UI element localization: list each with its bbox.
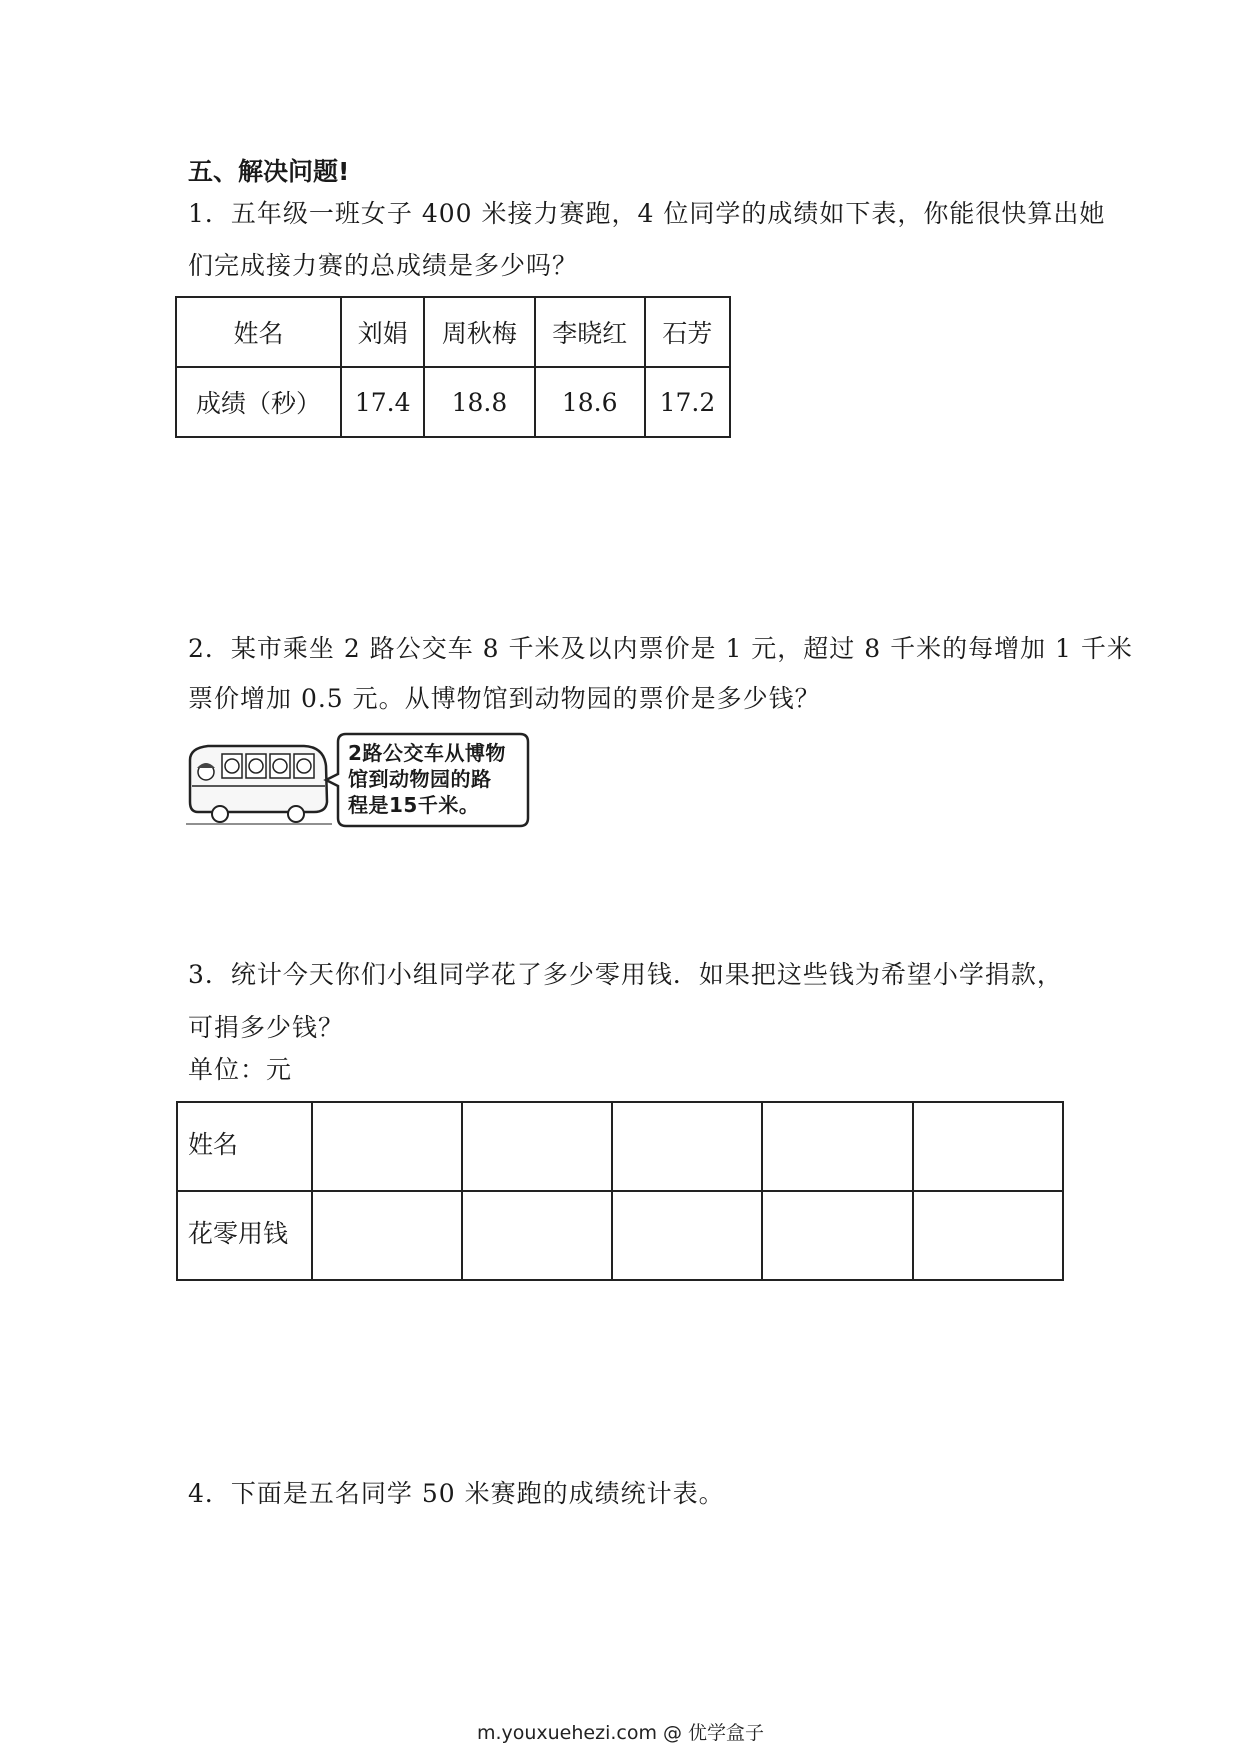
q3-row1-label: 姓名	[177, 1102, 312, 1191]
bubble-line3: 程是15千米。	[348, 793, 480, 817]
q3-blank-cell[interactable]	[762, 1191, 912, 1280]
q1-score-cell: 18.6	[535, 367, 645, 437]
q3-text-line1: 3．统计今天你们小组同学花了多少零用钱．如果把这些钱为希望小学捐款，	[188, 960, 1063, 989]
q3-blank-cell[interactable]	[312, 1102, 462, 1191]
q3-name-row	[177, 1102, 1063, 1191]
q1-header-label: 姓名	[176, 297, 341, 367]
q1-score-cell: 18.8	[424, 367, 534, 437]
q3-blank-cell[interactable]	[913, 1191, 1063, 1280]
q1-name-cell: 石芳	[645, 297, 730, 367]
q3-unit: 单位：元	[188, 1055, 293, 1084]
q1-score-cell: 17.4	[341, 367, 424, 437]
q3-blank-cell[interactable]	[462, 1102, 612, 1191]
q1-score-row	[176, 367, 730, 437]
q3-row2-label: 花零用钱	[177, 1191, 312, 1280]
bubble-line1: 2路公交车从博物	[348, 741, 506, 765]
q1-name-cell: 周秋梅	[424, 297, 534, 367]
q1-name-cell: 刘娟	[341, 297, 424, 367]
q2-text-line1: 2．某市乘坐 2 路公交车 8 千米及以内票价是 1 元，超过 8 千米的每增加 1 千米	[188, 634, 1133, 663]
q3-text-line2: 可捐多少钱？	[188, 1013, 345, 1042]
q3-blank-cell[interactable]	[612, 1191, 762, 1280]
bubble-line2: 馆到动物园的路	[348, 767, 492, 791]
q1-text-line1: 1．五年级一班女子 400 米接力赛跑，4 位同学的成绩如下表，你能很快算出她	[188, 199, 1106, 228]
q1-score-cell: 17.2	[645, 367, 730, 437]
q1-row-label: 成绩（秒）	[176, 367, 341, 437]
q3-blank-cell[interactable]	[312, 1191, 462, 1280]
bus-illustration	[186, 730, 531, 834]
q1-header-row	[176, 297, 730, 367]
q3-money-row	[177, 1191, 1063, 1280]
q1-score-table	[175, 296, 731, 438]
q2-text-line2: 票价增加 0.5 元。从博物馆到动物园的票价是多少钱？	[188, 684, 821, 713]
q4-text-line1: 4．下面是五名同学 50 米赛跑的成绩统计表。	[188, 1479, 725, 1508]
q1-name-cell: 李晓红	[535, 297, 645, 367]
q3-blank-cell[interactable]	[762, 1102, 912, 1191]
footer-watermark: m.youxuehezi.com @ 优学盒子	[476, 1722, 765, 1744]
q3-blank-cell[interactable]	[913, 1102, 1063, 1191]
q3-spending-table	[176, 1101, 1064, 1281]
q3-blank-cell[interactable]	[462, 1191, 612, 1280]
section-title: 五、解决问题!	[188, 157, 350, 186]
q1-text-line2: 们完成接力赛的总成绩是多少吗？	[188, 251, 579, 280]
q3-blank-cell[interactable]	[612, 1102, 762, 1191]
